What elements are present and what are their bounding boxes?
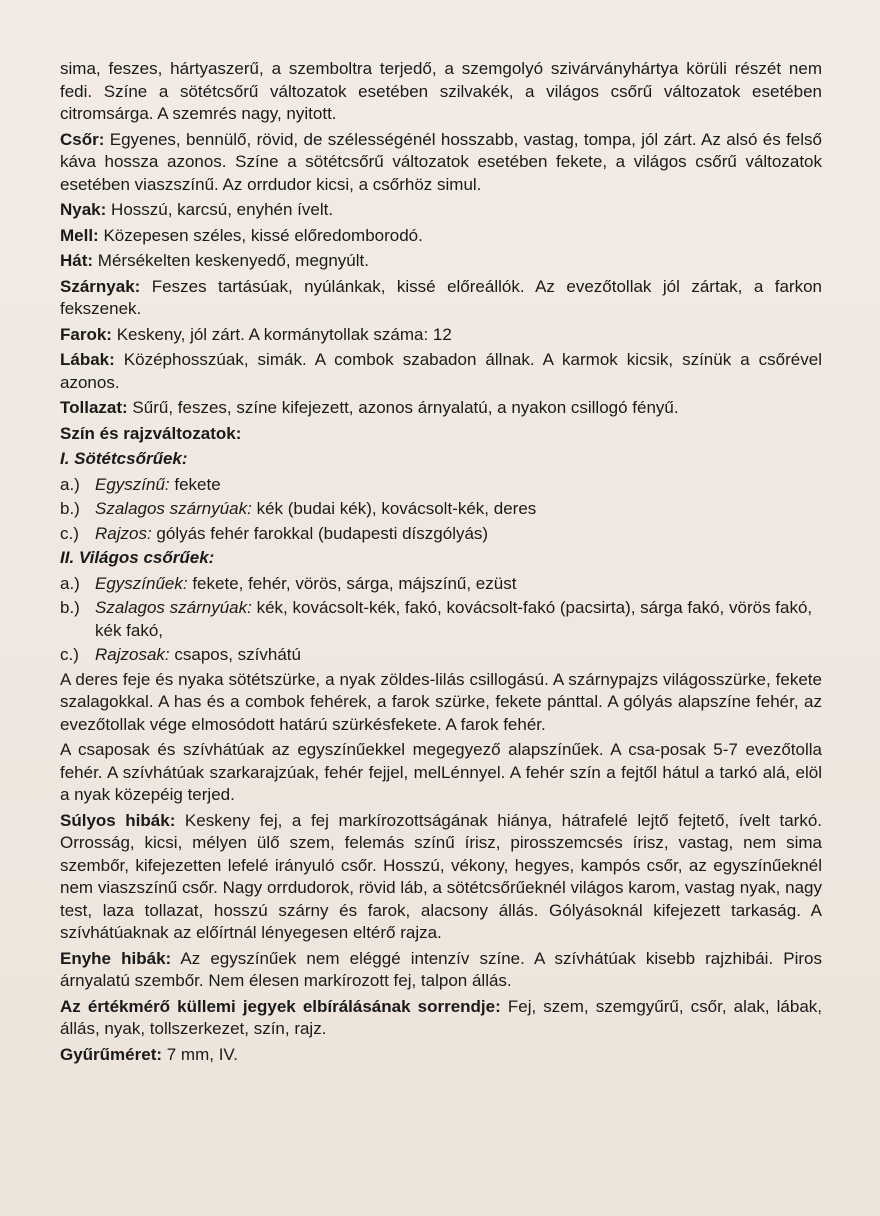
section-text: Egyenes, bennülő, rövid, de szélességénél hosszabb, vastag, tompa, jól zárt. Az alsó és felső káva hossza azonos. Színe a sötétcsőrű változatok esetében fekete, a világos csőrű változatok esetében viaszszínű. Az orrdudor kicsi, a csőrhöz simul. (60, 129, 822, 194)
judging-order-label: Az értékmérő küllemi jegyek elbírálásának sorrendje: (60, 996, 501, 1016)
section-text: Feszes tartásúak, nyúlánkak, kissé előreállók. Az evezőtollak jól zártak, a farkon fekszenek. (60, 276, 822, 318)
list-item-name: Egyszínűek: (95, 573, 188, 593)
section-label: Farok: (60, 324, 112, 344)
section-text: Keskeny, jól zárt. A kormánytollak száma: 12 (111, 324, 452, 344)
list-item-marker: a.) (60, 573, 80, 593)
minor-faults-label: Enyhe hibák: (60, 948, 172, 968)
group-heading-light-beak: II. Világos csőrűek: (60, 548, 215, 567)
list-item-name: Rajzos: (95, 523, 152, 543)
list-item (60, 644, 822, 667)
section-text: Hosszú, karcsú, enyhén ívelt. (106, 200, 334, 219)
list-item-text: csapos, szívhátú (169, 645, 301, 664)
section-text: Középhosszúak, simák. A combok szabadon állnak. A karmok kicsik, színük a csőrével azonos. (60, 350, 822, 392)
minor-faults-text: Az egyszínűek nem eléggé intenzív színe. A szívhátúak kisebb rajzhibái. Piros árnyalatú szembőr. Nem élesen markírozott fej, talpon állás. (60, 948, 823, 990)
section-hat (60, 250, 822, 273)
judging-order-text: Fej, szem, szemgyűrű, csőr, alak, lábak, állás, nyak, tollszerkezet, szín, rajz. (60, 996, 822, 1038)
ring-size (60, 1044, 822, 1067)
serious-faults-text: Keskeny fej, a fej markírozottságának hiánya, hátrafelé lejtő fejtető, ívelt tarkó. Orrosság, kicsi, mélyen ülő szem, felemás színű írisz, pirosszemcsés írisz, vastag, nem sima szembőr, kifejezetten lefelé irányuló csőr. Hosszú, vékony, hegyes, kampós csőr, az egyszínűeknél nem viaszszínű csőr. Nagy orrdudorok, rövid láb, a sötétcsőrűeknél világos karom, vastag nyak, nagy test, laza tollazat, hosszú szárny és farok, alacsony állás. Gólyásoknál kifejezett tarkaság. A szívhátúaknak az előírtnál lényegesen eltérő rajza. (60, 810, 822, 942)
list-item-name: Egyszínű: (95, 474, 170, 494)
section-text: Sűrű, feszes, színe kifejezett, azonos árnyalatú, a nyakon csillogó fényű. (127, 398, 679, 417)
group-heading-dark-beak: I. Sötétcsőrűek: (60, 449, 188, 468)
list-item-name: Szalagos szárnyúak: (95, 598, 252, 617)
list-item-text: fekete (169, 474, 221, 494)
minor-faults (60, 948, 822, 993)
section-text: Közepesen széles, kissé előredomborodó. (98, 225, 423, 245)
section-szarnyak (60, 276, 822, 321)
section-label: Szárnyak: (60, 276, 141, 296)
list-item-text: kék, kovácsolt-kék, fakó, kovácsolt-fakó (pacsirta), sárga fakó, vörös fakó, kék fakó, (95, 598, 813, 640)
section-label: Lábak: (60, 350, 115, 369)
csapos-description: A csaposak és szívhátúak az egyszínűekkel megegyező alapszínűek. A csa-posak 5-7 evezőtolla fehér. A szívhátúak szarkarajzúak, fehér fejjel, melLénnyel. A fehér szín a fejtől hátul a tarkó alá, elöl a nyak közepéig terjed. (60, 740, 822, 804)
intro-paragraph: sima, feszes, hártyaszerű, a szemboltra terjedő, a szemgolyó szivárványhártya körüli részét nem fedi. Színe a sötétcsőrű változatok esetében szilvakék, a világos csőrű változatok esetében citromsárga. A szemrés nagy, nyitott. (60, 59, 822, 123)
section-label: Mell: (60, 225, 99, 245)
sections (60, 129, 822, 420)
list-item-text: gólyás fehér farokkal (budapesti díszgólyás) (151, 523, 489, 543)
list-item-marker: b.) (60, 598, 80, 617)
ring-size-text: 7 mm, IV. (162, 1044, 238, 1064)
section-label: Csőr: (60, 129, 105, 149)
section-label: Hát: (60, 251, 94, 270)
section-label: Tollazat: (60, 398, 128, 417)
list-item (60, 523, 822, 546)
section-nyak (60, 199, 822, 222)
page-content (60, 58, 822, 1066)
section-tollazat (60, 397, 822, 420)
list-item-text: kék (budai kék), kovácsolt-kék, deres (251, 499, 537, 518)
ring-size-label: Gyűrűméret: (60, 1044, 163, 1064)
section-text: Mérsékelten keskenyedő, megnyúlt. (93, 251, 369, 270)
section-label: Nyak: (60, 200, 107, 219)
list-item-name: Rajzosak: (95, 645, 170, 664)
dark-beak-variant-list (60, 474, 822, 546)
list-item-marker: c.) (60, 645, 79, 664)
list-item (60, 573, 822, 596)
list-item-marker: a.) (60, 474, 80, 494)
list-item-text: fekete, fehér, vörös, sárga, májszínű, ezüst (187, 573, 517, 593)
judging-order (60, 996, 822, 1041)
serious-faults-label: Súlyos hibák: (60, 810, 176, 830)
light-beak-variant-list (60, 573, 822, 667)
section-labak (60, 349, 822, 394)
variants-heading: Szín és rajzváltozatok: (60, 423, 242, 443)
list-item-name: Szalagos szárnyúak: (95, 499, 252, 518)
deres-description: A deres feje és nyaka sötétszürke, a nyak zöldes-lilás csillogású. A szárnypajzs világosszürke, fekete szalagokkal. A has és a combok fehérek, a farok szürke, fekete pánttal. A gólyás alapszíne fehér, az evezőtollak vége elmosódott határú szürkésfekete. A farok fehér. (60, 669, 822, 734)
serious-faults (60, 810, 822, 945)
section-mell (60, 225, 822, 248)
list-item (60, 474, 822, 497)
list-item-marker: b.) (60, 499, 80, 518)
section-csor (60, 129, 822, 197)
list-item (60, 498, 822, 521)
list-item (60, 597, 822, 642)
section-farok (60, 324, 822, 347)
list-item-marker: c.) (60, 523, 79, 543)
